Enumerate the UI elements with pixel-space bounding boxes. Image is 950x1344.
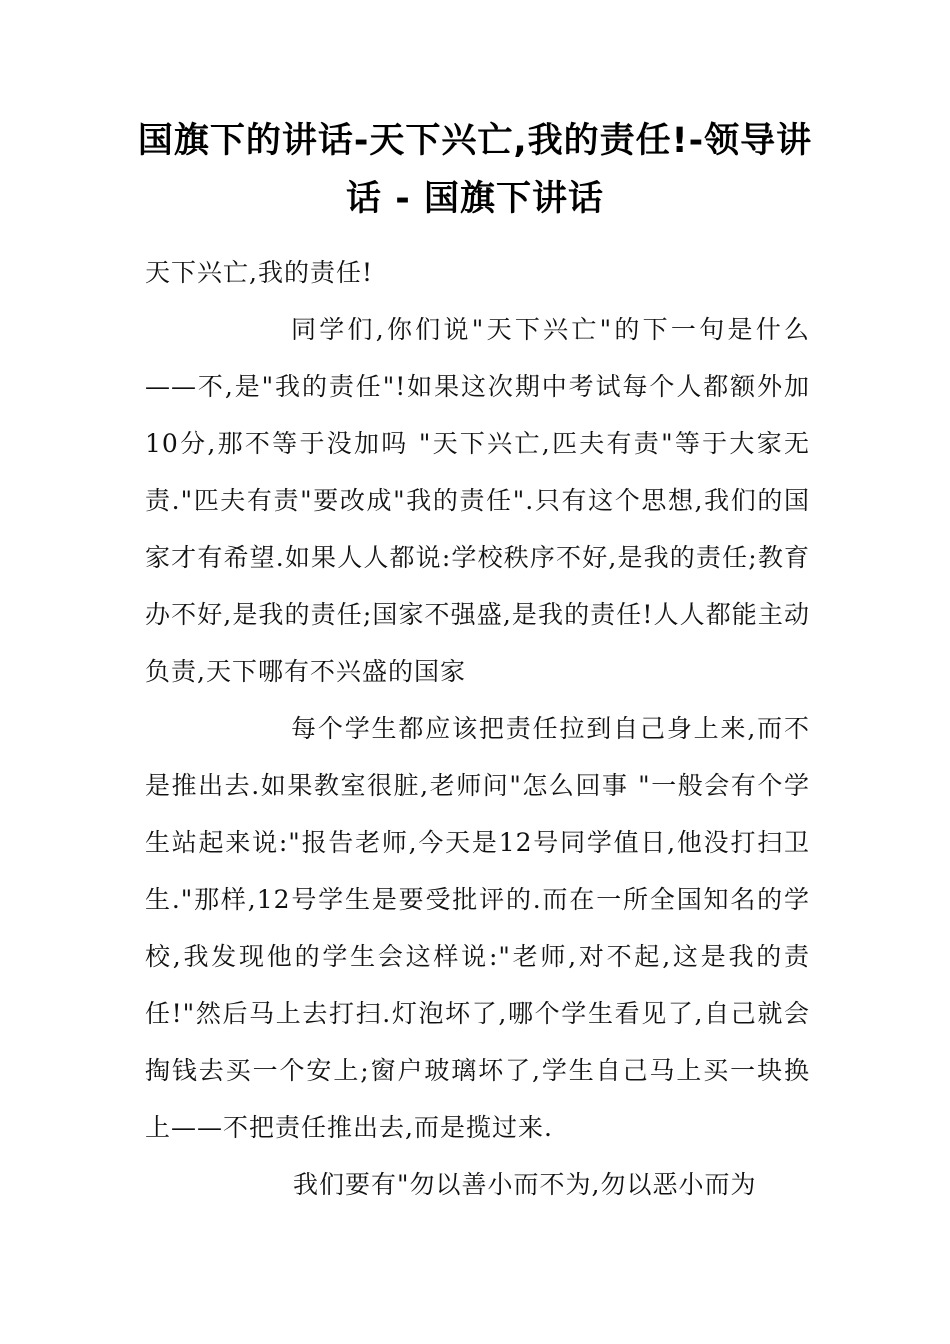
document-body [145,244,810,1213]
paragraph-heading: 天下兴亡,我的责任! [145,258,373,287]
paragraph: 我们要有"勿以善小而不为,勿以恶小而为 [293,1170,757,1199]
document-title: 国旗下的讲话-天下兴亡,我的责任!-领导讲话 - 国旗下讲话 [137,121,813,219]
paragraph: 每个学生都应该把责任拉到自己身上来,而不是推出去.如果教室很脏,老师问"怎么回事 "一般会有个学生站起来说:"报告老师,今天是12号同学值日,他没打扫卫生."那样,12号学生是要受批评的.而在一所全国知名的学校,我发现他的学生会这样说:"老师,对不起,这是我的责任!"然后马上去打扫.灯泡坏了,哪个学生看见了,自己就会掏钱去买一个安上;窗户玻璃坏了,学生自己马上买一块换上——不把责任推出去,而是揽过来. [145,714,810,1142]
paragraph: 同学们,你们说"天下兴亡"的下一句是什么——不,是"我的责任"!如果这次期中考试每个人都额外加10分,那不等于没加吗 "天下兴亡,匹夫有责"等于大家无责."匹夫有责"要改成"我的责任".只有这个思想,我们的国家才有希望.如果人人都说:学校秩序不好,是我的责任;教育办不好,是我的责任;国家不强盛,是我的责任!人人都能主动负责,天下哪有不兴盛的国家 [145,315,810,686]
